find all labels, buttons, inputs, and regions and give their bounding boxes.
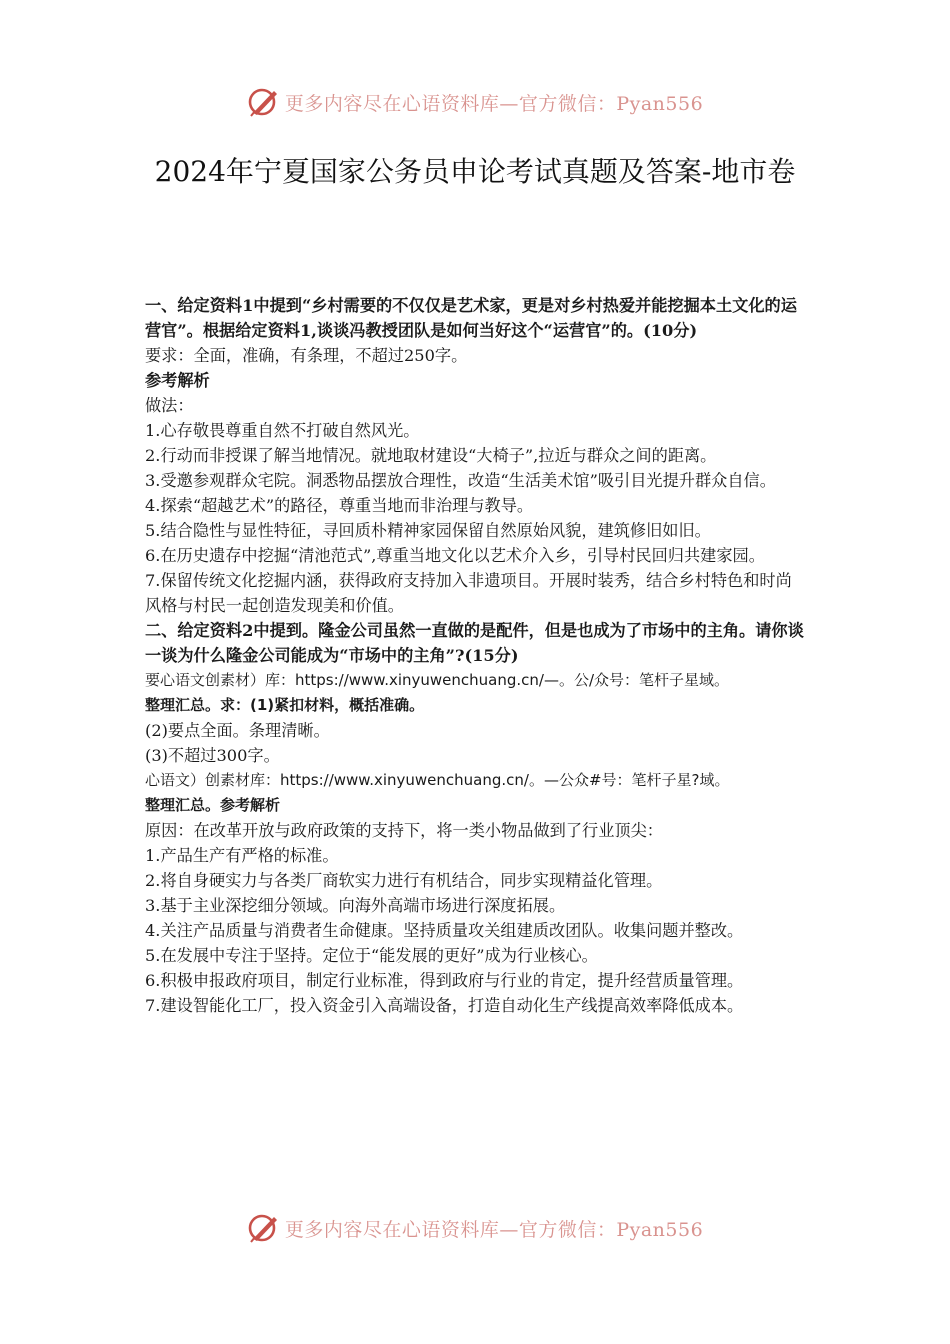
q2-item: 4.关注产品质量与消费者生命健康。坚持质量攻关组建质改团队。收集问题并整改。 xyxy=(145,921,744,940)
q1-item: 1.心存敬畏尊重自然不打破自然风光。 xyxy=(145,421,420,440)
q2-watermark-line-2: 心语文）创素材库：https://www.xinyuwenchuang.cn/。—公众#号：笔杆子星?域。 xyxy=(145,771,730,789)
q1-intro: 做法： xyxy=(145,396,194,415)
q2-item: 1.产品生产有严格的标准。 xyxy=(145,846,339,865)
q2-item: 5.在发展中专注于坚持。定位于“能发展的更好”成为行业核心。 xyxy=(145,946,598,965)
quill-logo-icon xyxy=(247,1211,281,1245)
q2-item: 2.将自身硬实力与各类厂商软实力进行有机结合，同步实现精益化管理。 xyxy=(145,871,663,890)
document-body xyxy=(145,293,807,1018)
q1-item: 3.受邀参观群众宅院。洞悉物品摆放合理性，改造“生活美术馆”吸引目光提升群众自信。 xyxy=(145,471,776,490)
q2-item: 3.基于主业深挖细分领域。向海外高端市场进行深度拓展。 xyxy=(145,896,566,915)
q1-item: 4.探索“超越艺术”的路径，尊重当地而非治理与教导。 xyxy=(145,496,534,515)
q2-heading: 二、给定资料2中提到。隆金公司虽然一直做的是配件，但是也成为了市场中的主角。请你谈一谈为什么隆金公司能成为“市场中的主角”?(15分) xyxy=(145,621,804,665)
banner-text: 更多内容尽在心语资料库—官方微信：Pyan556 xyxy=(284,92,704,115)
q2-intro: 原因：在改革开放与政府政策的支持下，将一类小物品做到了行业顶尖： xyxy=(145,821,663,840)
footer-watermark-banner xyxy=(0,1208,950,1248)
q2-requirement-3: (3)不超过300字。 xyxy=(145,746,280,765)
header-watermark-banner xyxy=(0,82,950,122)
q2-item: 6.积极申报政府项目，制定行业标准，得到政府与行业的肯定，提升经营质量管理。 xyxy=(145,971,744,990)
q1-reference-label: 参考解析 xyxy=(145,371,210,390)
banner-text: 更多内容尽在心语资料库—官方微信：Pyan556 xyxy=(284,1218,704,1241)
q1-requirement: 要求：全面，准确，有条理，不超过250字。 xyxy=(145,346,468,365)
q1-item: 7.保留传统文化挖掘内涵，获得政府支持加入非遗项目。开展时装秀，结合乡村特色和时尚风格与村民一起创造发现美和价值。 xyxy=(145,571,792,615)
q2-reference-label: 整理汇总。参考解析 xyxy=(145,796,281,814)
q1-item: 5.结合隐性与显性特征，寻回质朴精神家园保留自然原始风貌，建筑修旧如旧。 xyxy=(145,521,711,540)
document-title: 2024年宁夏国家公务员申论考试真题及答案-地市卷 xyxy=(154,155,796,188)
q1-item: 6.在历史遗存中挖掘“清池范式”,尊重当地文化以艺术介入乡，引导村民回归共建家园。 xyxy=(145,546,765,565)
q1-heading: 一、给定资料1中提到“乡村需要的不仅仅是艺术家，更是对乡村热爱并能挖掘本土文化的运营官”。根据给定资料1,谈谈冯教授团队是如何当好这个“运营官”的。(10分) xyxy=(145,296,797,340)
q1-item: 2.行动而非授课了解当地情况。就地取材建设“大椅子”,拉近与群众之间的距离。 xyxy=(145,446,717,465)
q2-watermark-line: 要心语文创素材）库：https://www.xinyuwenchuang.cn/—。公/众号：笔杆子星域。 xyxy=(145,671,730,689)
q2-item: 7.建设智能化工厂，投入资金引入高端设备，打造自动化生产线提高效率降低成本。 xyxy=(145,996,744,1015)
quill-logo-icon xyxy=(247,85,281,119)
q2-requirement-2: (2)要点全面。条理清晰。 xyxy=(145,721,330,740)
q2-requirement-1: 整理汇总。求：(1)紧扣材料，概括准确。 xyxy=(145,696,425,714)
